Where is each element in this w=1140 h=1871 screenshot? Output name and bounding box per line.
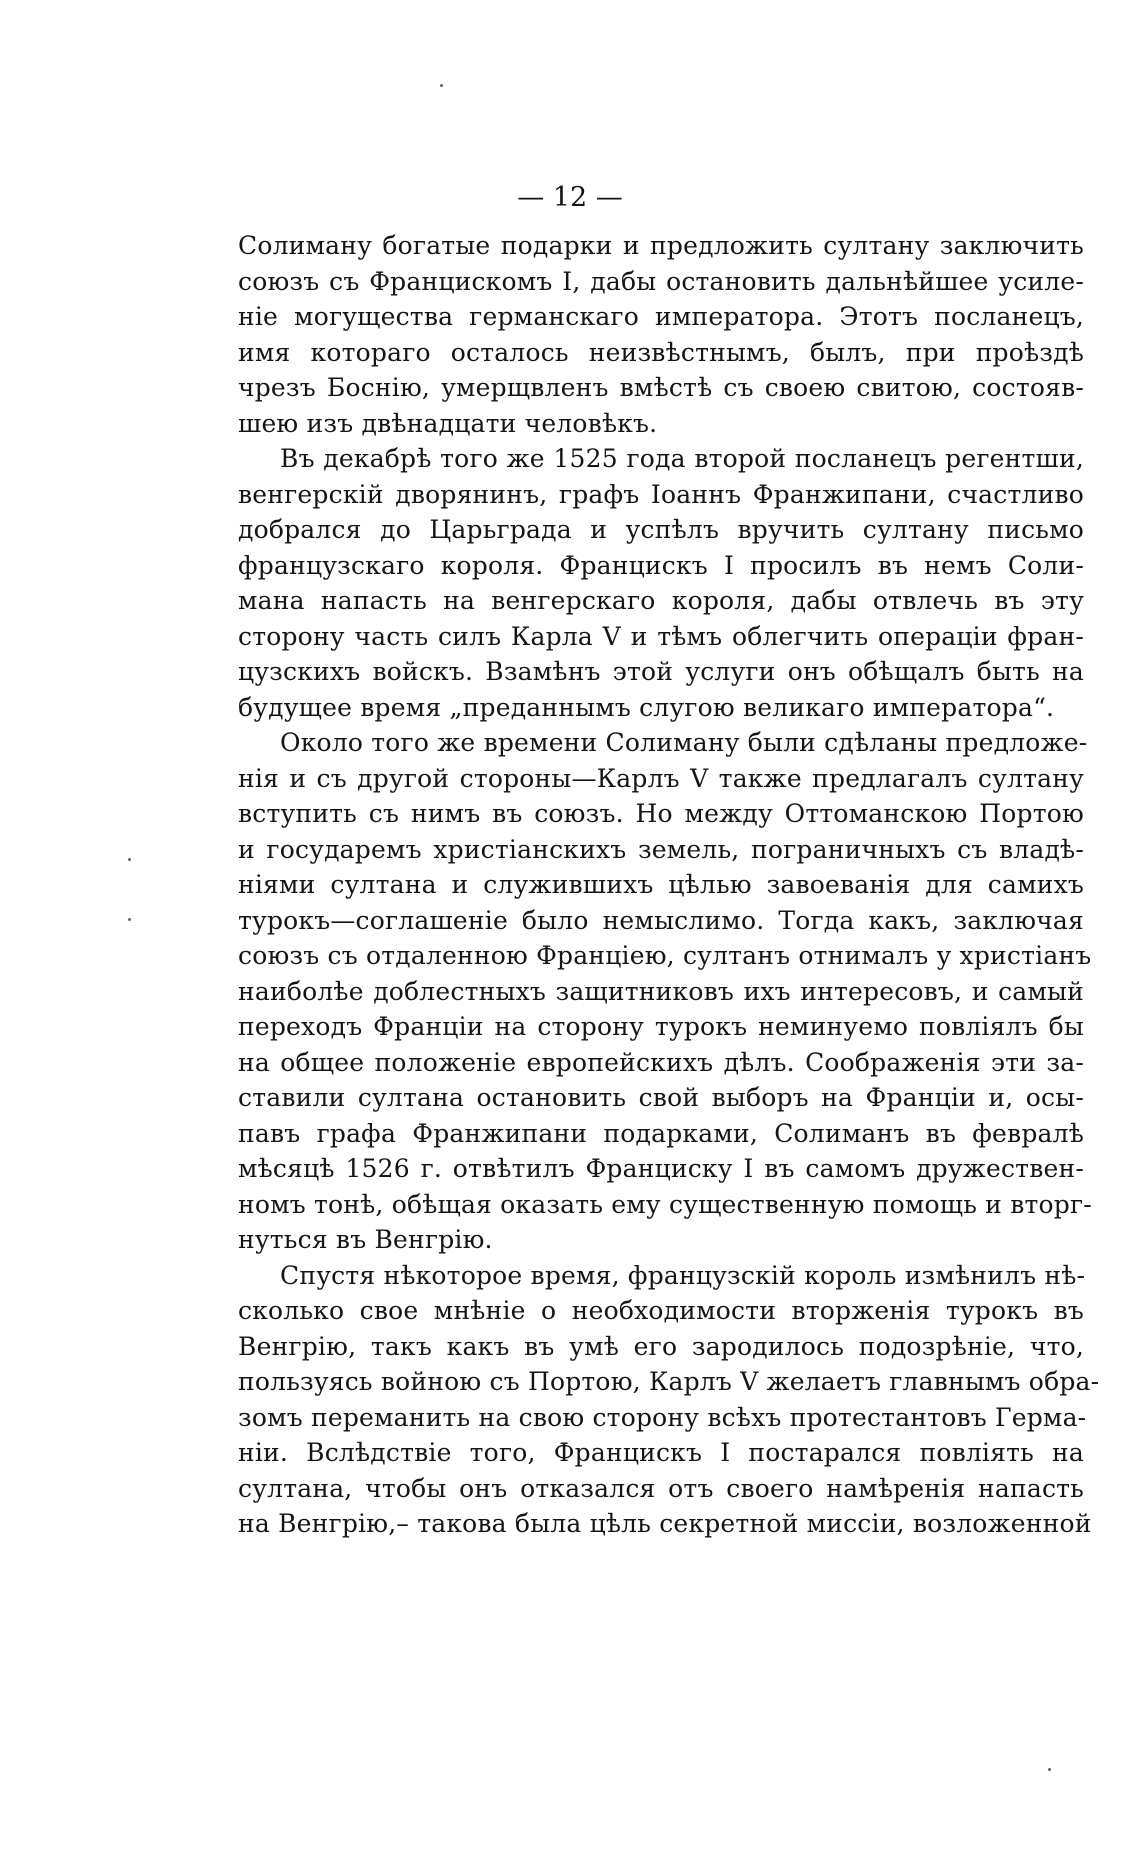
text-line: султана, чтобы онъ отказался отъ своего намѣренiя напасть — [238, 1473, 1084, 1503]
text-line: чрезъ Боснiю, умерщвленъ вмѣстѣ съ своею свитою, состояв- — [238, 373, 1084, 402]
text-line: нiями султана и служившихъ цѣлью завоеванiя для самихъ — [238, 870, 1084, 899]
paragraph — [238, 228, 1084, 441]
text-line: нiи. Вслѣдствiе того, Францискъ I постарался повлiять на — [238, 1438, 1084, 1467]
text-line: сторону часть силъ Карла V и тѣмъ облегчить операцiи фран- — [238, 621, 1084, 651]
scan-speck — [128, 858, 131, 861]
text-line: нуться въ Венгрiю. — [238, 1225, 493, 1254]
text-line: Солиману богатые подарки и предложить султану заключить — [238, 231, 1084, 260]
text-line: и государемъ христiанскихъ земель, пограничныхъ съ владѣ- — [238, 834, 1084, 864]
text-line: шею изъ двѣнадцати человѣкъ. — [238, 408, 658, 438]
text-line: вступить съ нимъ въ союзъ. Но между Оттоманскою Портою — [238, 799, 1084, 828]
text-line: мѣсяцѣ 1526 г. отвѣтилъ Франциску I въ самомъ дружествен- — [238, 1154, 1084, 1183]
text-line: мана напасть на венгерскаго короля, дабы отвлечь въ эту — [238, 586, 1084, 615]
text-line: союзъ съ отдаленною Францiею, султанъ отнималъ у христiанъ — [238, 941, 1092, 970]
text-line: турокъ—соглашенiе было немыслимо. Тогда какъ, заключая — [238, 905, 1084, 935]
body-text — [238, 228, 1100, 1542]
text-line: Около того же времени Солиману были сдѣланы предложе- — [280, 728, 1088, 757]
scan-speck — [1048, 1768, 1051, 1771]
scan-speck — [440, 84, 443, 87]
text-line: союзъ съ Францискомъ I, дабы остановить дальнѣйшее усиле- — [238, 266, 1084, 296]
text-line: Въ декабрѣ того же 1525 года второй посланецъ регентши, — [280, 444, 1084, 473]
text-line: Венгрiю, такъ какъ въ умѣ его зародилось подозрѣнiе, что, — [238, 1331, 1084, 1361]
text-line: на общее положенiе европейскихъ дѣлъ. Соображенiя эти за- — [238, 1047, 1084, 1077]
text-line: номъ тонѣ, обѣщая оказать ему существенную помощь и вторг- — [238, 1189, 1092, 1219]
text-line: добрался до Царьграда и успѣлъ вручить султану письмо — [238, 515, 1084, 544]
text-line: ставили султана остановить свой выборъ на Францiи и, осы- — [238, 1083, 1084, 1112]
paragraph — [238, 725, 1092, 1258]
text-line: павъ графа Франжипани подарками, Солиманъ въ февралѣ — [238, 1118, 1084, 1148]
text-line: нiя и съ другой стороны—Карлъ V также предлагалъ султану — [238, 763, 1084, 793]
text-line: Спустя нѣкоторое время, французскiй король измѣнилъ нѣ- — [280, 1260, 1086, 1290]
text-line: нie могущества германскаго императора. Этотъ посланецъ, — [238, 302, 1084, 331]
text-line: переходъ Францiи на сторону турокъ неминуемо повлiялъ бы — [238, 1012, 1084, 1041]
text-line: венгерскiй дворянинъ, графъ Iоаннъ Франжипани, счастливо — [238, 479, 1084, 509]
text-line: имя котораго осталось неизвѣстнымъ, былъ, при проѣздѣ — [238, 337, 1084, 367]
text-line: сколько свое мнѣнiе о необходимости вторженiя турокъ въ — [238, 1296, 1084, 1325]
text-line: цузскихъ войскъ. Взамѣнъ этой услуги онъ обѣщалъ быть на — [238, 657, 1084, 686]
text-line: французскаго короля. Францискъ I просилъ въ немъ Соли- — [238, 550, 1084, 580]
text-line: на Венгрiю,– такова была цѣль секретной миссiи, возложенной — [238, 1509, 1092, 1538]
paragraph — [238, 441, 1084, 725]
text-line: наиболѣе доблестныхъ защитниковъ ихъ интересовъ, и самый — [238, 976, 1084, 1006]
scan-speck — [128, 918, 131, 921]
text-line: зомъ переманить на свою сторону всѣхъ протестантовъ Герма- — [238, 1402, 1087, 1432]
paragraph — [238, 1258, 1100, 1542]
text-line: пользуясь войною съ Портою, Карлъ V желаетъ главнымъ обра- — [238, 1367, 1100, 1396]
page-number: — 12 — — [517, 182, 623, 213]
text-line: будущее время „преданнымъ слугою великаго императора“. — [238, 692, 1055, 722]
